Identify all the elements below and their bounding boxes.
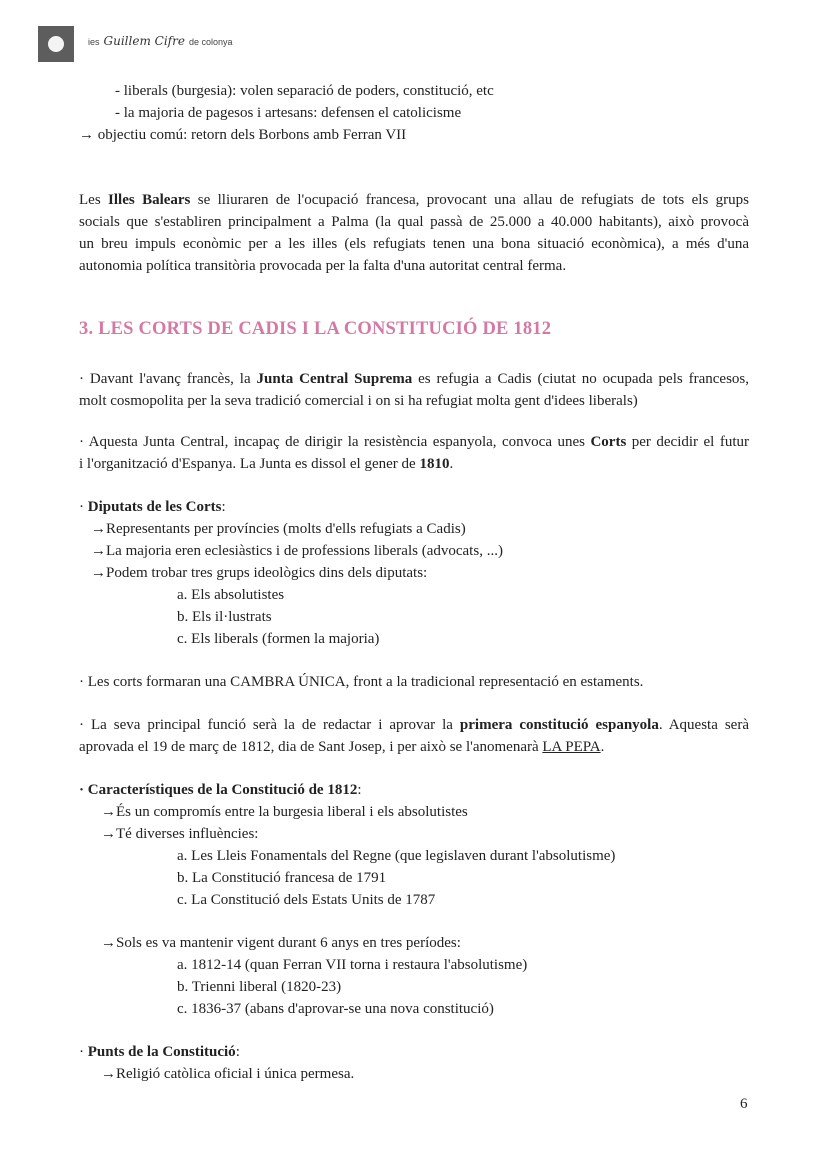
year-1810: 1810 — [419, 456, 450, 472]
ideological-group: c. Els liberals (formen la majoria) — [177, 631, 380, 647]
ideological-group: a. Els absolutistes — [177, 587, 285, 603]
intro-common-goal — [79, 124, 406, 146]
primera-constitucio-term: primera constitució espanyola — [459, 717, 659, 733]
diputats-arrow-item: →Podem trobar tres grups ideològics dins dels diputats: — [91, 565, 428, 581]
junta-paragraph — [79, 368, 749, 412]
caracteristiques-arrow-item: →Sols es va mantenir vigent durant 6 anys en tres períodes: — [101, 935, 461, 951]
school-name-prefix: ies — [88, 37, 100, 47]
paragraph-line: · La seva principal funció serà la de redactar i aprovar la primera constitució espanyola. Aquesta serà — [79, 717, 749, 733]
section-title: 3. LES CORTS DE CADIS I LA CONSTITUCIÓ DE 1812 — [79, 319, 552, 339]
balears-paragraph — [79, 189, 749, 277]
ideological-group: b. Els il·lustrats — [177, 609, 272, 625]
page-number: 6 — [740, 1096, 748, 1112]
caracteristiques-heading: · Característiques de la Constitució de 1812: — [79, 782, 362, 798]
school-name — [88, 34, 232, 48]
arrow-icon: → — [79, 127, 94, 143]
paragraph-line: molt cosmopolita per la seva tradició comercial i on si ha refugiat molta gent d'idees liberals) — [79, 393, 638, 409]
junta-term: Junta Central Suprema — [256, 371, 413, 387]
caracteristiques-arrow-item: →És un compromís entre la burgesia liberal i els absolutistes — [101, 804, 468, 820]
school-name-script: Guillem Cifre — [103, 34, 185, 48]
school-logo — [38, 26, 74, 62]
paragraph-line: i l'organització d'Espanya. La Junta es dissol el gener de 1810. — [79, 456, 454, 472]
diputats-arrow-item: →Representants per províncies (molts d'ells refugiats a Cadis) — [91, 521, 466, 537]
intro-item-pagesos: - la majoria de pagesos i artesans: defensen el catolicisme — [115, 105, 462, 121]
funcio-paragraph — [79, 714, 749, 758]
influence-item: b. La Constitució francesa de 1791 — [177, 870, 387, 886]
paragraph-line: socials que s'establiren principalment a Palma (la qual passà de 25.000 a 40.000 habitants), això provocà — [79, 214, 749, 230]
corts-term: Corts — [590, 434, 627, 450]
caracteristiques-arrow-item: →Té diverses influències: — [101, 826, 259, 842]
period-item: b. Trienni liberal (1820-23) — [177, 979, 342, 995]
period-item: c. 1836-37 (abans d'aprovar-se una nova constitució) — [177, 1001, 494, 1017]
period-item: a. 1812-14 (quan Ferran VII torna i restaura l'absolutisme) — [177, 957, 528, 973]
intro-item-liberals: - liberals (burgesia): volen separació de poders, constitució, etc — [115, 83, 494, 99]
la-pepa-link[interactable]: LA PEPA — [542, 739, 601, 755]
influence-item: c. La Constitució dels Estats Units de 1787 — [177, 892, 436, 908]
punts-arrow-item: →Religió catòlica oficial i única permesa. — [101, 1066, 355, 1082]
punts-heading: · Punts de la Constitució: — [79, 1044, 240, 1060]
corts-paragraph — [79, 431, 749, 475]
influence-item: a. Les Lleis Fonamentals del Regne (que legislaven durant l'absolutisme) — [177, 848, 616, 864]
illes-balears-term: Illes Balears — [108, 192, 191, 208]
cambra-unica-text: · Les corts formaran una CAMBRA ÚNICA, front a la tradicional representació en estaments. — [79, 674, 644, 690]
common-goal-text: objectiu comú: retorn dels Borbons amb Ferran VII — [97, 127, 407, 143]
paragraph-line: aprovada el 19 de març de 1812, dia de Sant Josep, i per això se l'anomenarà LA PEPA. — [79, 739, 605, 755]
paragraph-line: autonomia política transitòria provocada per la falta d'una autoritat central ferma. — [79, 258, 567, 274]
paragraph-line: un breu impuls econòmic per a les illes (els refugiats tenen una bona situació econòmica), a més d'una — [79, 236, 749, 252]
paragraph-line: Les Illes Balears se lliuraren de l'ocupació francesa, provocant una allau de refugiats de tots els grups — [79, 192, 749, 208]
paragraph-line: · Aquesta Junta Central, incapaç de dirigir la resistència espanyola, convoca unes Corts per decidir el futur — [79, 434, 749, 450]
diputats-arrow-item: →La majoria eren eclesiàstics i de professions liberals (advocats, ...) — [91, 543, 503, 559]
diputats-heading: · Diputats de les Corts: — [79, 499, 226, 515]
school-name-suffix: de colonya — [188, 37, 233, 47]
paragraph-line: · Davant l'avanç francès, la Junta Central Suprema es refugia a Cadis (ciutat no ocupada pels francesos, — [79, 371, 749, 387]
circle-logo-icon — [48, 36, 64, 52]
